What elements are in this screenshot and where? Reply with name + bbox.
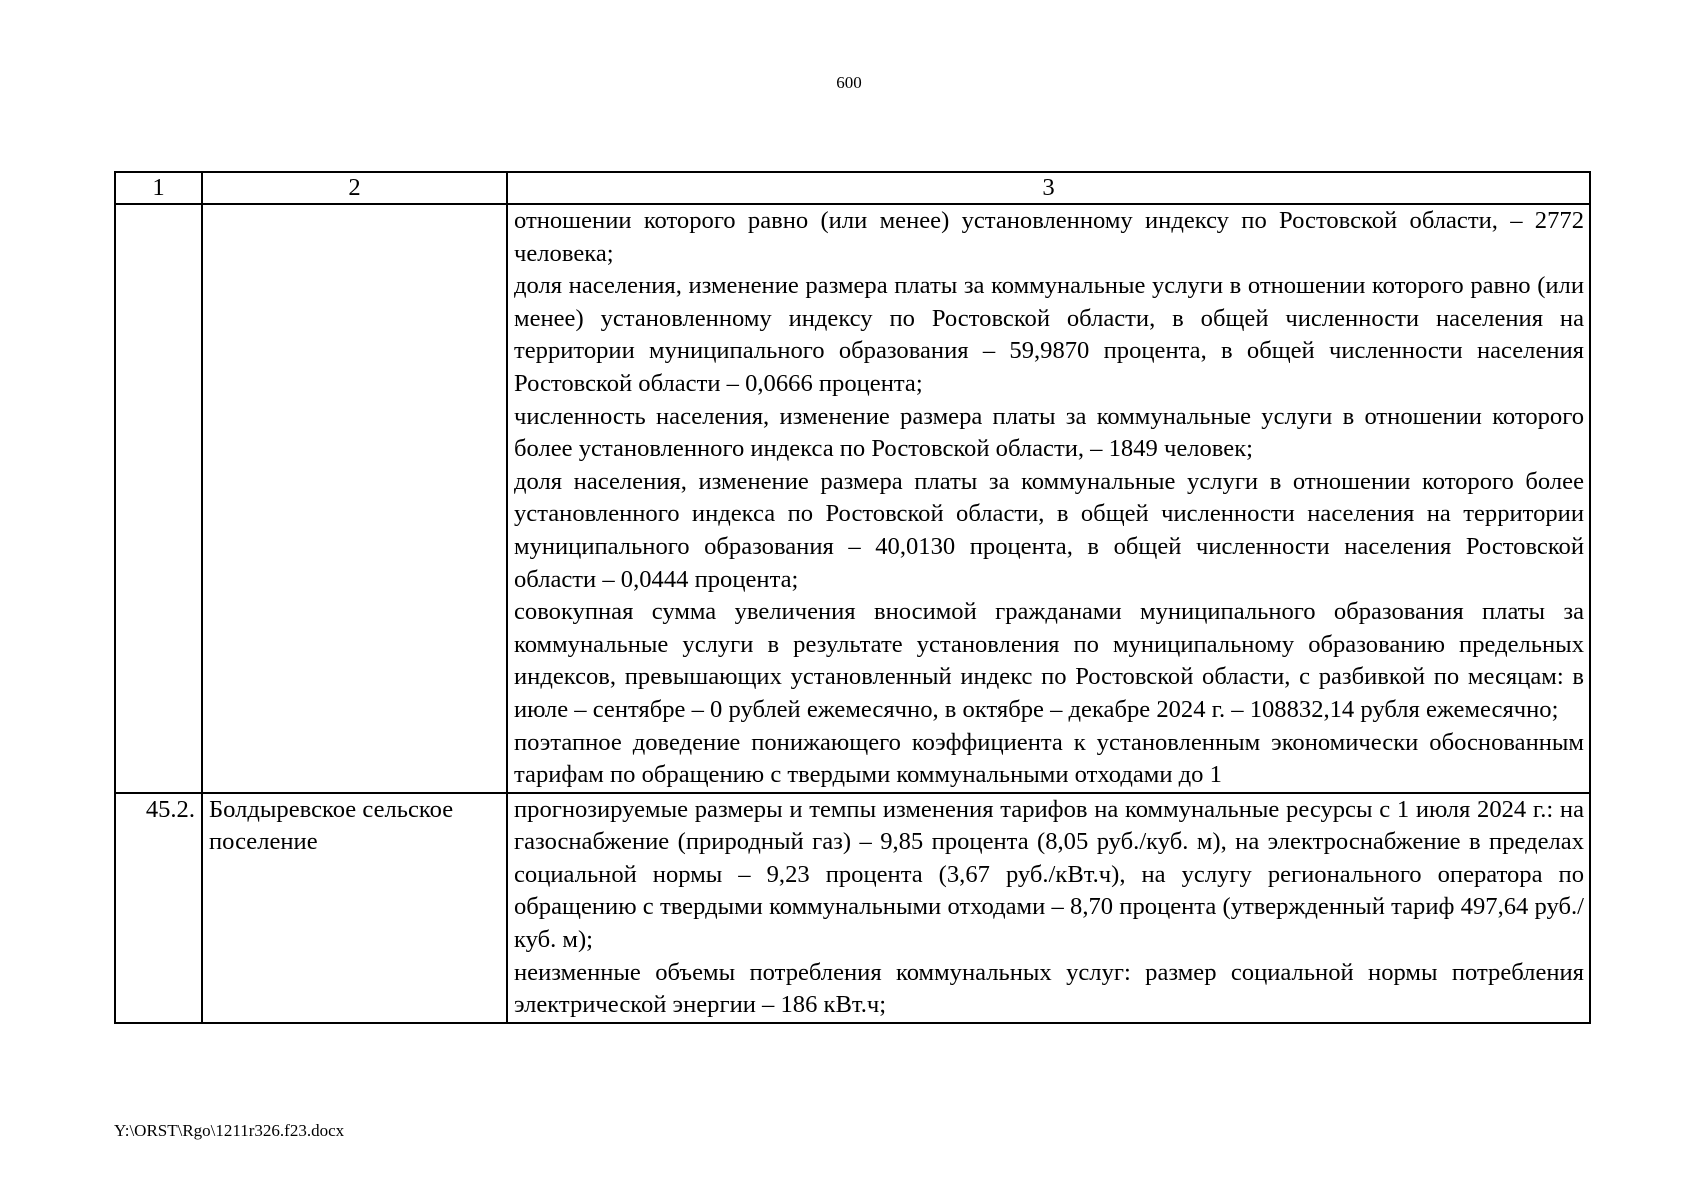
row-content: [507, 793, 1590, 1023]
table-row: [115, 793, 1590, 1023]
content-paragraph: прогнозируемые размеры и темпы изменения тарифов на коммунальные ресурсы с 1 июля 2024 г.: на газоснабжение (природный газ) – 9,85 процента (8,05 руб./куб. м), на электроснабжение в пределах социальной нормы – 9,23 процента (3,67 руб./кВт.ч), на услугу регионального оператора по обращению с твердыми коммунальными отходами – 8,70 процента (утвержденный тариф 497,64 руб./куб. м);: [514, 795, 1584, 954]
column-header-1: 1: [115, 172, 202, 204]
page-number: 600: [836, 73, 862, 92]
column-header-3: 3: [507, 172, 1590, 204]
content-paragraph: доля населения, изменение размера платы за коммунальные услуги в отношении которого равно (или менее) установленному индексу по Ростовской области, в общей численности населения на территории муниципального образования – 59,9870 процента, в общей численности населения Ростовской области – 0,0666 процента;: [514, 272, 1584, 397]
content-paragraph: численность населения, изменение размера платы за коммунальные услуги в отношении которого более установленного индекса по Ростовской области, – 1849 человек;: [514, 402, 1584, 463]
row-content: [507, 204, 1590, 793]
column-header-2: 2: [202, 172, 507, 204]
content-paragraph: поэтапное доведение понижающего коэффициента к установленным экономически обоснованным тарифам по обращению с твердыми коммунальными отходами до 1: [514, 728, 1584, 789]
content-paragraph: отношении которого равно (или менее) установленному индексу по Ростовской области, – 2772 человека;: [514, 207, 1584, 267]
municipality-name: Болдыревское сельское поселение: [202, 793, 507, 1023]
row-number: 45.2.: [115, 793, 202, 1023]
row-number: [115, 204, 202, 793]
content-paragraph: доля населения, изменение размера платы за коммунальные услуги в отношении которого более установленного индекса по Ростовской области, в общей численности населения на территории муниципального образования – 40,0130 процента, в общей численности населения Ростовской области – 0,0444 процента;: [514, 467, 1584, 593]
table-header-row: [115, 172, 1590, 204]
document-table: [114, 171, 1591, 1024]
footer-file-path: Y:\ORST\Rgo\1211r326.f23.docx: [114, 1121, 345, 1140]
municipality-name: [202, 204, 507, 793]
table-row: [115, 204, 1590, 793]
content-paragraph: совокупная сумма увеличения вносимой гражданами муниципального образования платы за коммунальные услуги в результате установления по муниципальному образованию предельных индексов, превышающих установленный индекс по Ростовской области, с разбивкой по месяцам: в июле – сентябре – 0 рублей ежемесячно, в октябре – декабре 2024 г. – 108832,14 рубля ежемесячно;: [514, 598, 1584, 723]
content-paragraph: неизменные объемы потребления коммунальных услуг: размер социальной нормы потребления электрической энергии – 186 кВт.ч;: [514, 958, 1584, 1019]
